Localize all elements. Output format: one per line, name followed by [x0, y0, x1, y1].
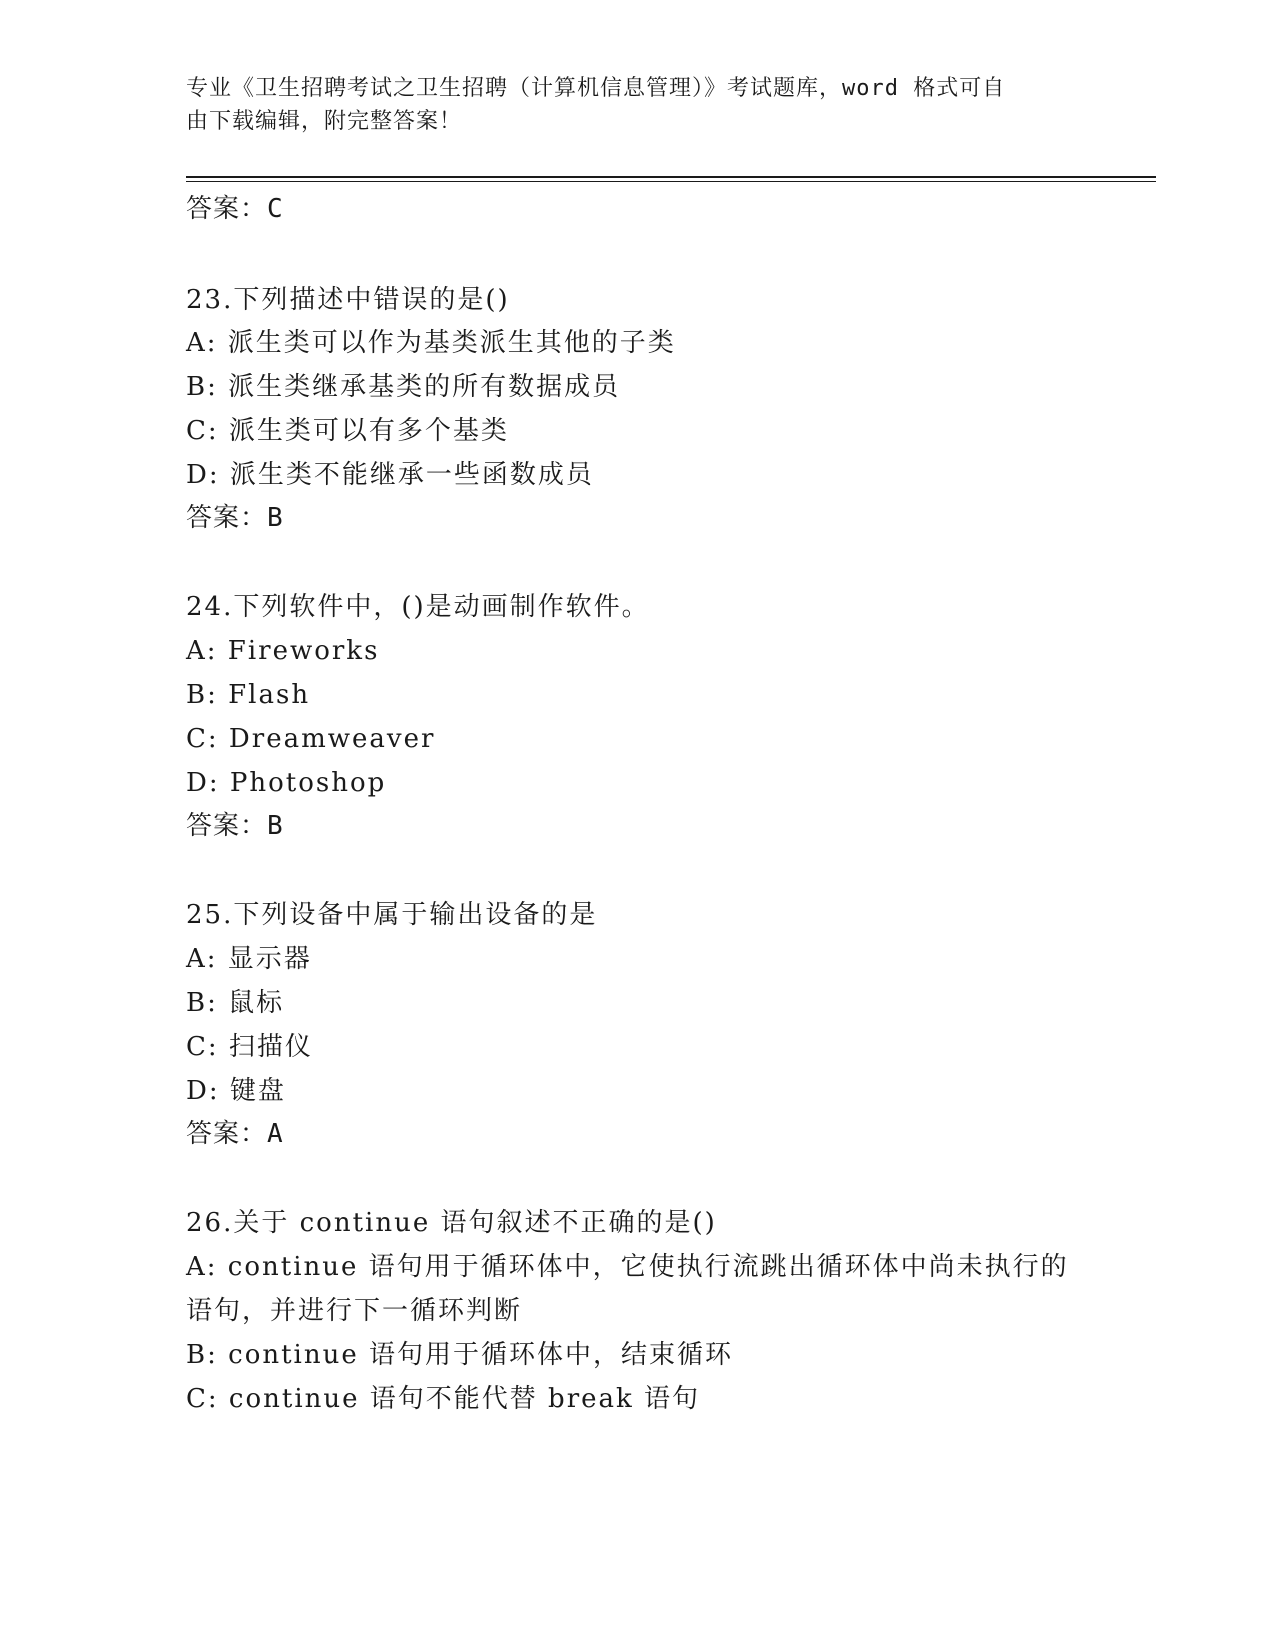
question-24-stem: 24.下列软件中，()是动画制作软件。 — [186, 592, 650, 622]
question-23-option-d: D: 派生类不能继承一些函数成员 — [186, 460, 594, 490]
header-divider-thin — [186, 181, 1156, 182]
question-26-option-a-continued: 语句，并进行下一循环判断 — [186, 1296, 523, 1326]
question-24-option-a: A: Fireworks — [186, 636, 380, 666]
header-divider — [186, 176, 1156, 178]
question-26-option-c: C: continue 语句不能代替 break 语句 — [186, 1384, 701, 1414]
answer-22: 答案：C — [186, 194, 284, 224]
question-25-option-d: D: 键盘 — [186, 1076, 286, 1106]
question-23-option-b: B: 派生类继承基类的所有数据成员 — [186, 372, 621, 402]
question-26-option-a: A: continue 语句用于循环体中，它使执行流跳出循环体中尚未执行的 — [186, 1252, 1069, 1282]
question-24-answer: 答案：B — [186, 811, 284, 841]
question-25-option-a: A: 显示器 — [186, 944, 312, 974]
question-24-option-b: B: Flash — [186, 680, 311, 710]
question-24-option-c: C: Dreamweaver — [186, 724, 436, 754]
question-23-option-c: C: 派生类可以有多个基类 — [186, 416, 509, 446]
document-header — [186, 72, 1086, 138]
question-25-stem: 25.下列设备中属于输出设备的是 — [186, 900, 598, 930]
header-line-2: 由下载编辑，附完整答案！ — [186, 109, 463, 134]
question-26-option-b: B: continue 语句用于循环体中，结束循环 — [186, 1340, 733, 1370]
question-23-option-a: A: 派生类可以作为基类派生其他的子类 — [186, 328, 676, 358]
question-25-answer: 答案：A — [186, 1119, 284, 1149]
question-24-option-d: D: Photoshop — [186, 768, 387, 798]
header-line-1: 专业《卫生招聘考试之卫生招聘（计算机信息管理）》考试题库，word 格式可自 — [186, 76, 1006, 101]
question-25-option-c: C: 扫描仪 — [186, 1032, 313, 1062]
question-23-stem: 23.下列描述中错误的是() — [186, 285, 510, 315]
question-26-stem: 26.关于 continue 语句叙述不正确的是() — [186, 1208, 717, 1238]
question-25-option-b: B: 鼠标 — [186, 988, 285, 1018]
question-23-answer: 答案：B — [186, 503, 284, 533]
